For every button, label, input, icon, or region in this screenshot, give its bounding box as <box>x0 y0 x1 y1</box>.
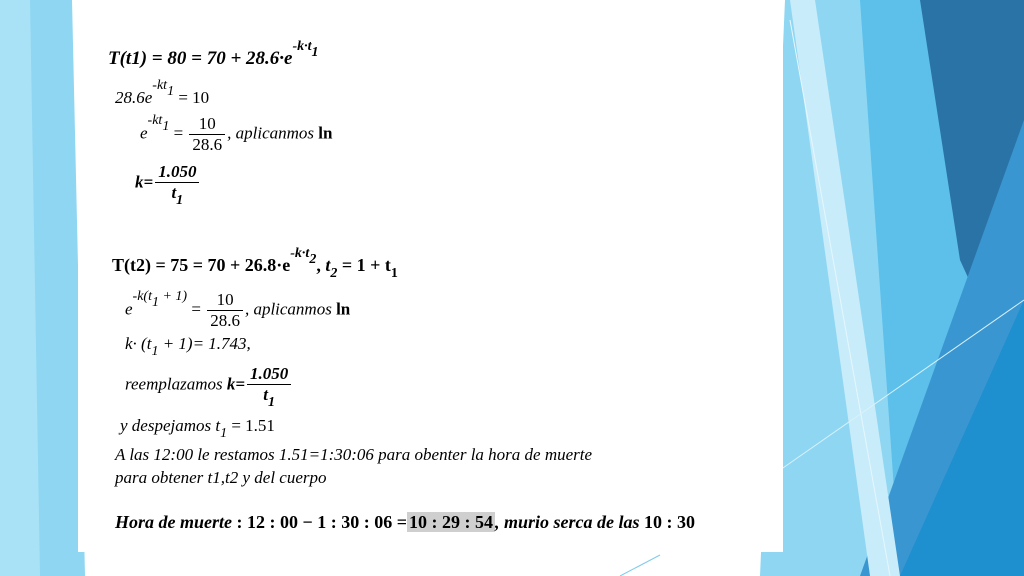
eq8-fraction: $\frac{1.050}{t_1}$ <box>247 364 291 407</box>
eq2-base: 28.6e <box>115 88 153 107</box>
final-result-line <box>115 512 695 533</box>
final-highlighted-result: 10 : 29 : 54 <box>409 512 493 532</box>
equation-7: $k\cdot (t_1 + 1)= 1.743$, <box>125 334 251 359</box>
final-tail-value: 10 : 30 <box>644 512 696 532</box>
equation-4: k= $\frac{1.050}{t_1}$ <box>135 162 201 205</box>
explanation-line-1: A las 12:00 le restamos 1.51=1:30:06 para obenter la hora de muerte <box>115 445 593 464</box>
equation-3: $e^{-kt1}$ = $\frac{10}{28.6}$ , aplicanmos ln <box>140 113 333 154</box>
final-tail-label: , murio serca de las <box>495 512 640 532</box>
eq2-exponent: -kt1 <box>152 78 175 99</box>
explanation-line-2: para obtener t1,t2 y del cuerpo <box>115 468 327 487</box>
eq3-fraction: $\frac{10}{28.6}$ <box>189 114 225 155</box>
equation-5: $T(t2) = 75 = 70 + 26.8\cdot e^{-k\cdot t2}$, $t_2 = 1 + t_1$ <box>112 246 398 281</box>
equation-9: y despejamos $t_1 = 1.51$ <box>120 416 275 441</box>
final-expression: : 12 : 00 − 1 : 30 : 06 = <box>236 512 407 532</box>
eq6-fraction: $\frac{10}{28.6}$ <box>207 290 243 331</box>
eq2-rhs: = 10 <box>178 88 210 107</box>
equation-2 <box>115 78 210 108</box>
eq1-lhs: T(t1) = 80 = 70 + 28.6·e <box>108 48 293 69</box>
final-label: Hora de muerte <box>115 512 232 532</box>
eq4-fraction: $\frac{1.050}{t_1}$ <box>155 162 199 205</box>
eq1-exponent: -k·t1 <box>292 39 319 60</box>
equation-1 <box>108 39 319 70</box>
equation-6: $e^{-k(t1 + 1)}$ = $\frac{10}{28.6}$ , aplicanmos ln <box>125 289 351 330</box>
equation-8: reemplazamos k= $\frac{1.050}{t_1}$ <box>125 364 293 407</box>
